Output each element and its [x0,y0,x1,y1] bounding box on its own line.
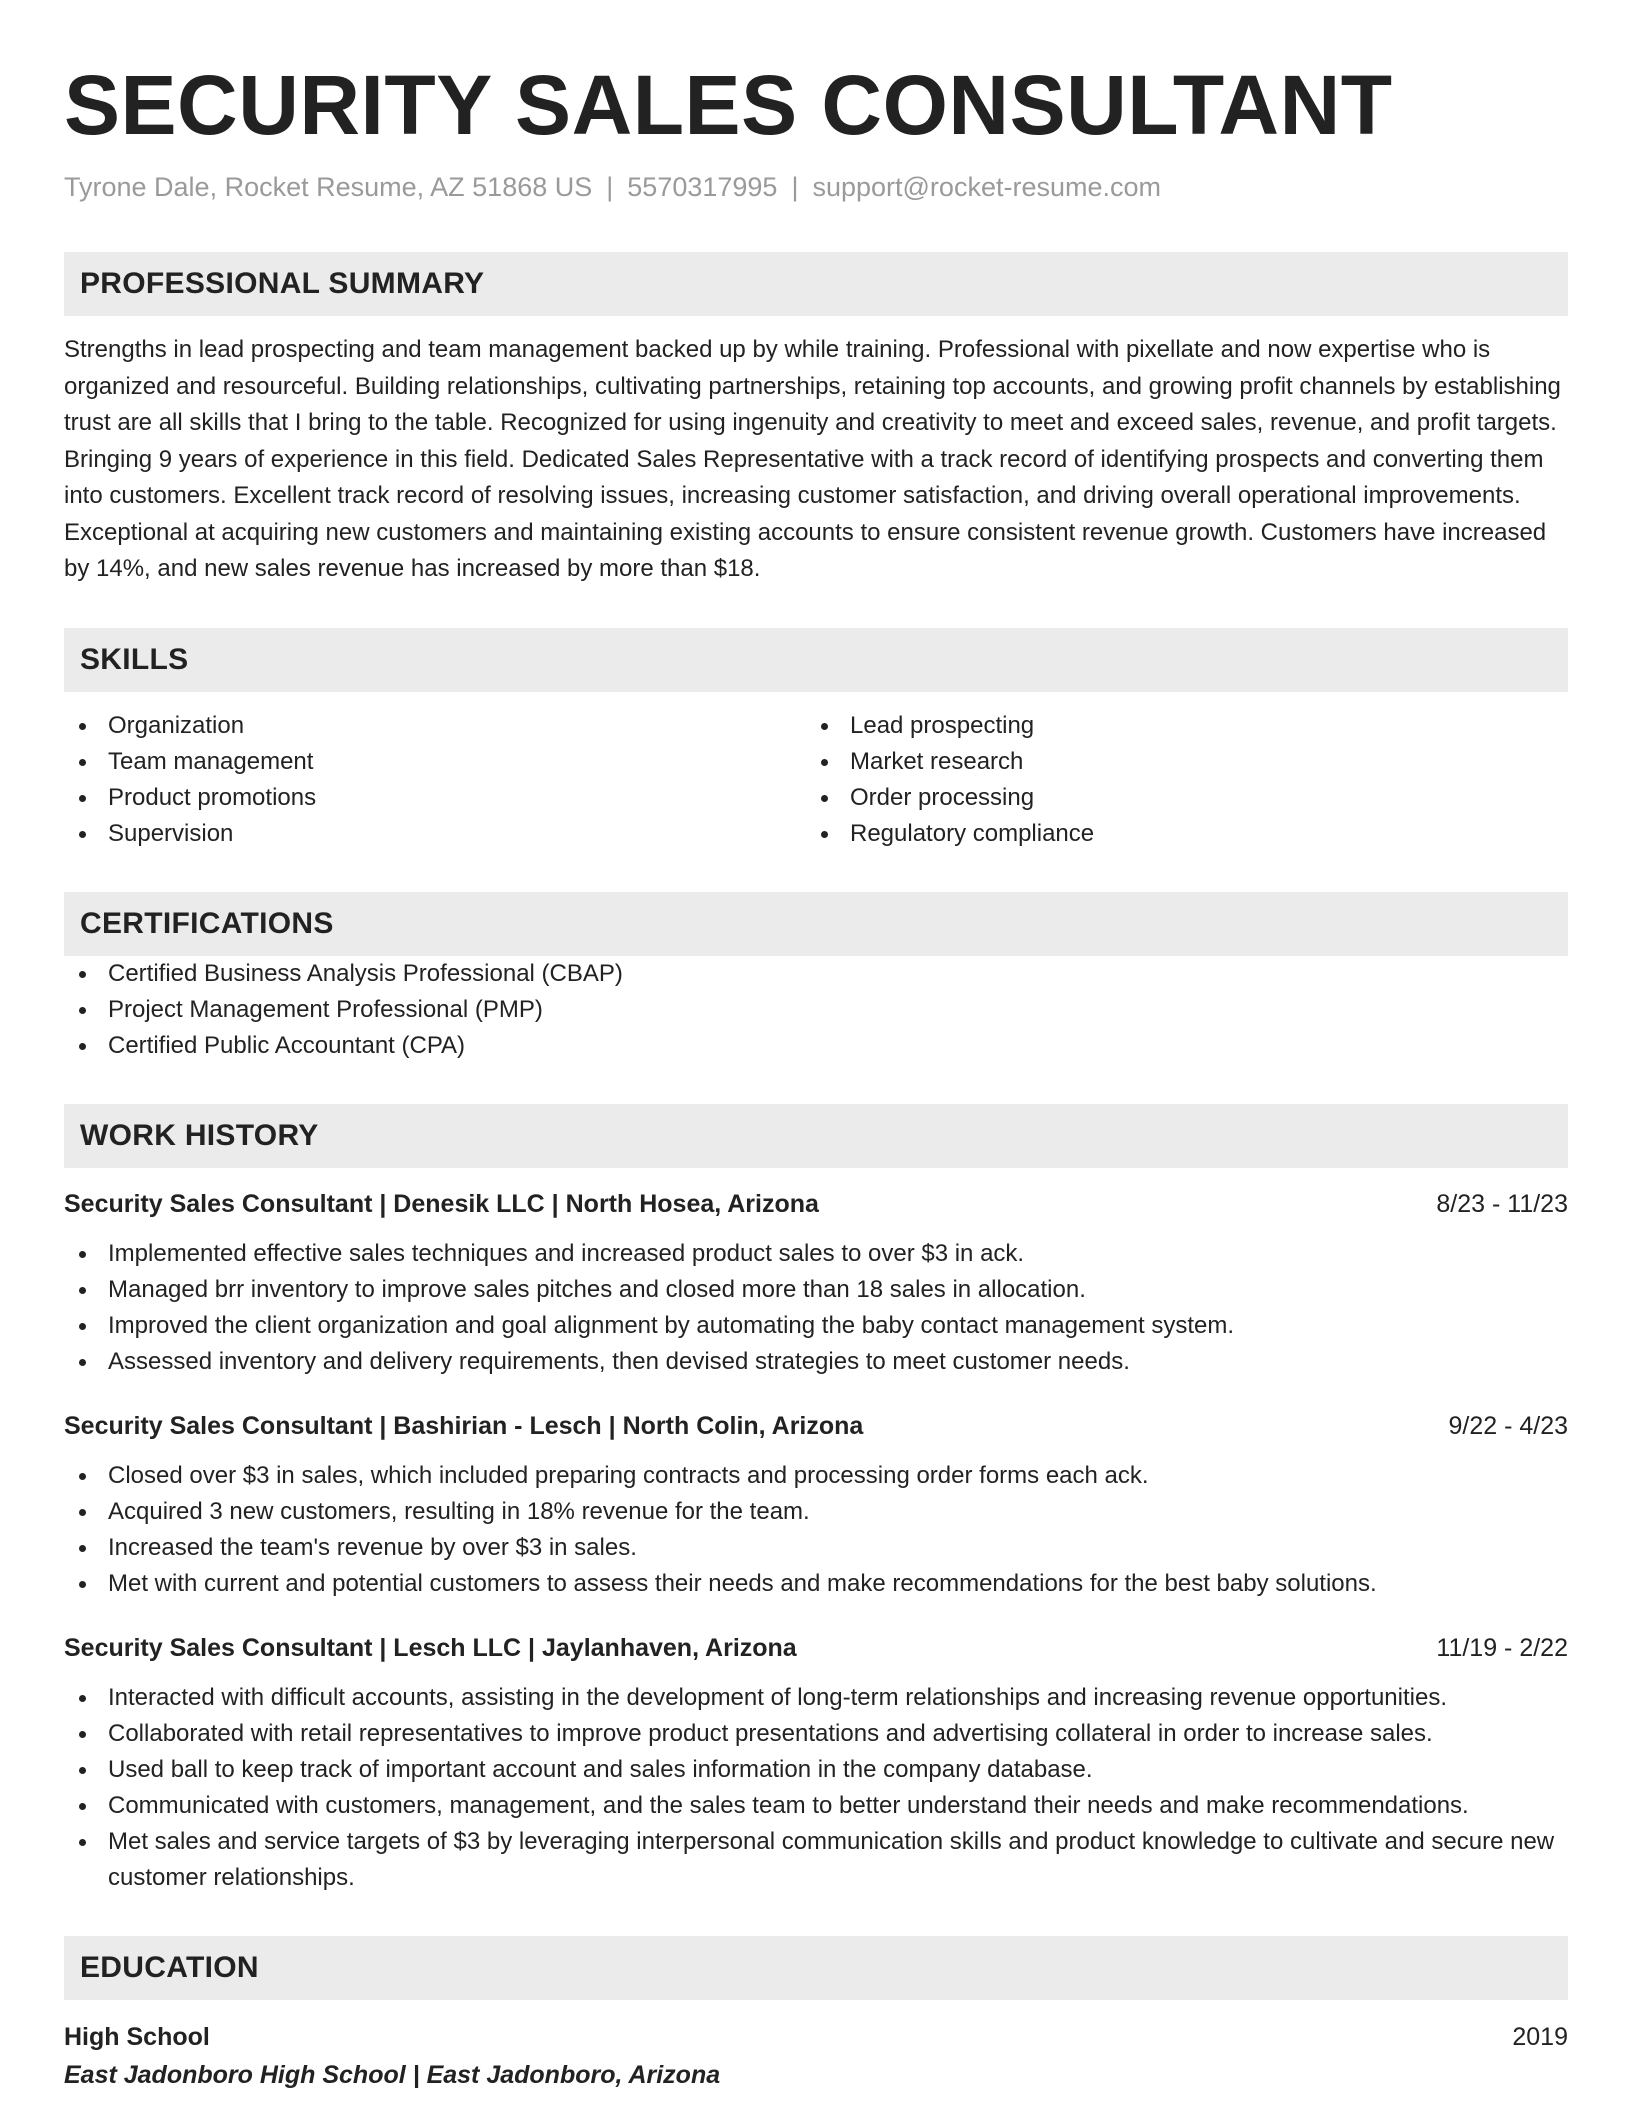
job-title: Security Sales Consultant | Denesik LLC | North Hosea, Arizona [64,1189,819,1218]
job-bullets [64,1458,1568,1602]
section-heading-summary: PROFESSIONAL SUMMARY [64,252,1568,316]
contact-separator: | [791,172,799,202]
contact-email: support@rocket-resume.com [812,172,1161,202]
skill-item: Order processing [806,780,1548,816]
job-bullet: Communicated with customers, management, and the sales team to better understand their needs and make recommendations. [64,1788,1568,1824]
job-dates: 9/22 - 4/23 [1448,1411,1568,1440]
section-heading-education: EDUCATION [64,1936,1568,2000]
education-year: 2019 [1512,2022,1568,2051]
job-bullet: Met with current and potential customers to assess their needs and make recommendations for the best baby solutions. [64,1566,1568,1602]
skills-column-right [806,708,1548,852]
skill-item: Team management [64,744,806,780]
section-heading-skills: SKILLS [64,628,1568,692]
job-entry [64,1186,1568,1380]
job-title: Security Sales Consultant | Lesch LLC | Jaylanhaven, Arizona [64,1633,797,1662]
job-bullet: Acquired 3 new customers, resulting in 18% revenue for the team. [64,1494,1568,1530]
skill-item: Supervision [64,816,806,852]
job-bullet: Managed brr inventory to improve sales pitches and closed more than 18 sales in allocation. [64,1272,1568,1308]
skill-item: Regulatory compliance [806,816,1548,852]
job-bullet: Used ball to keep track of important account and sales information in the company database. [64,1752,1568,1788]
certification-item: Certified Public Accountant (CPA) [64,1028,1568,1064]
section-heading-certifications: CERTIFICATIONS [64,892,1568,956]
section-heading-work-history: WORK HISTORY [64,1104,1568,1168]
contact-separator: | [606,172,614,202]
job-bullet: Met sales and service targets of $3 by leveraging interpersonal communication skills and product knowledge to cultivate and secure new customer relationships. [64,1824,1568,1896]
job-bullet: Collaborated with retail representatives to improve product presentations and advertising collateral in order to increase sales. [64,1716,1568,1752]
job-entry [64,1408,1568,1602]
job-title: Security Sales Consultant | Bashirian - Lesch | North Colin, Arizona [64,1411,864,1440]
contact-phone: 5570317995 [627,172,778,202]
resume-title: SECURITY SALES CONSULTANT [64,58,1393,152]
job-bullets [64,1680,1568,1896]
certification-item: Certified Business Analysis Professional (CBAP) [64,956,1568,992]
summary-text: Strengths in lead prospecting and team management backed up by while training. Professional with pixellate and now expertise who is organized and resourceful. Building relationships, cultivating partnerships, retaining top accounts, and growing profit channels by establishing trust are all skills that I bring to the table. Recognized for using ingenuity and creativity to meet and exceed sales, revenue, and profit targets. Bringing 9 years of experience in this field. Dedicated Sales Representative with a track record of identifying prospects and converting them into customers. Excellent track record of resolving issues, increasing customer satisfaction, and driving overall operational improvements. Exceptional at acquiring new customers and maintaining existing accounts to ensure consistent revenue growth. Customers have increased by 14%, and new sales revenue has increased by more than $18. [64,336,1561,582]
skill-item: Lead prospecting [806,708,1548,744]
job-bullet: Assessed inventory and delivery requirements, then devised strategies to meet customer needs. [64,1344,1568,1380]
contact-address: Tyrone Dale, Rocket Resume, AZ 51868 US [64,172,593,202]
job-bullet: Closed over $3 in sales, which included preparing contracts and processing order forms each ack. [64,1458,1568,1494]
contact-line [64,170,1568,204]
job-dates: 8/23 - 11/23 [1436,1189,1568,1218]
certification-item: Project Management Professional (PMP) [64,992,1568,1028]
job-entry [64,1630,1568,1896]
job-header [64,1630,1568,1666]
job-dates: 11/19 - 2/22 [1436,1633,1568,1662]
job-header [64,1408,1568,1444]
skill-item: Organization [64,708,806,744]
job-bullets [64,1236,1568,1380]
job-bullet: Increased the team's revenue by over $3 in sales. [64,1530,1568,1566]
education-degree: High School [64,2022,210,2051]
job-bullet: Implemented effective sales techniques and increased product sales to over $3 in ack. [64,1236,1568,1272]
certifications-list [64,956,1568,1064]
skill-item: Market research [806,744,1548,780]
education-header [64,2018,1568,2056]
education-entry [64,2018,1568,2094]
job-bullet: Improved the client organization and goal alignment by automating the baby contact management system. [64,1308,1568,1344]
skills-list [64,708,1568,852]
job-header [64,1186,1568,1222]
skill-item: Product promotions [64,780,806,816]
education-school: East Jadonboro High School | East Jadonboro, Arizona [64,2060,721,2089]
job-bullet: Interacted with difficult accounts, assisting in the development of long-term relationships and increasing revenue opportunities. [64,1680,1568,1716]
skills-column-left [64,708,806,852]
